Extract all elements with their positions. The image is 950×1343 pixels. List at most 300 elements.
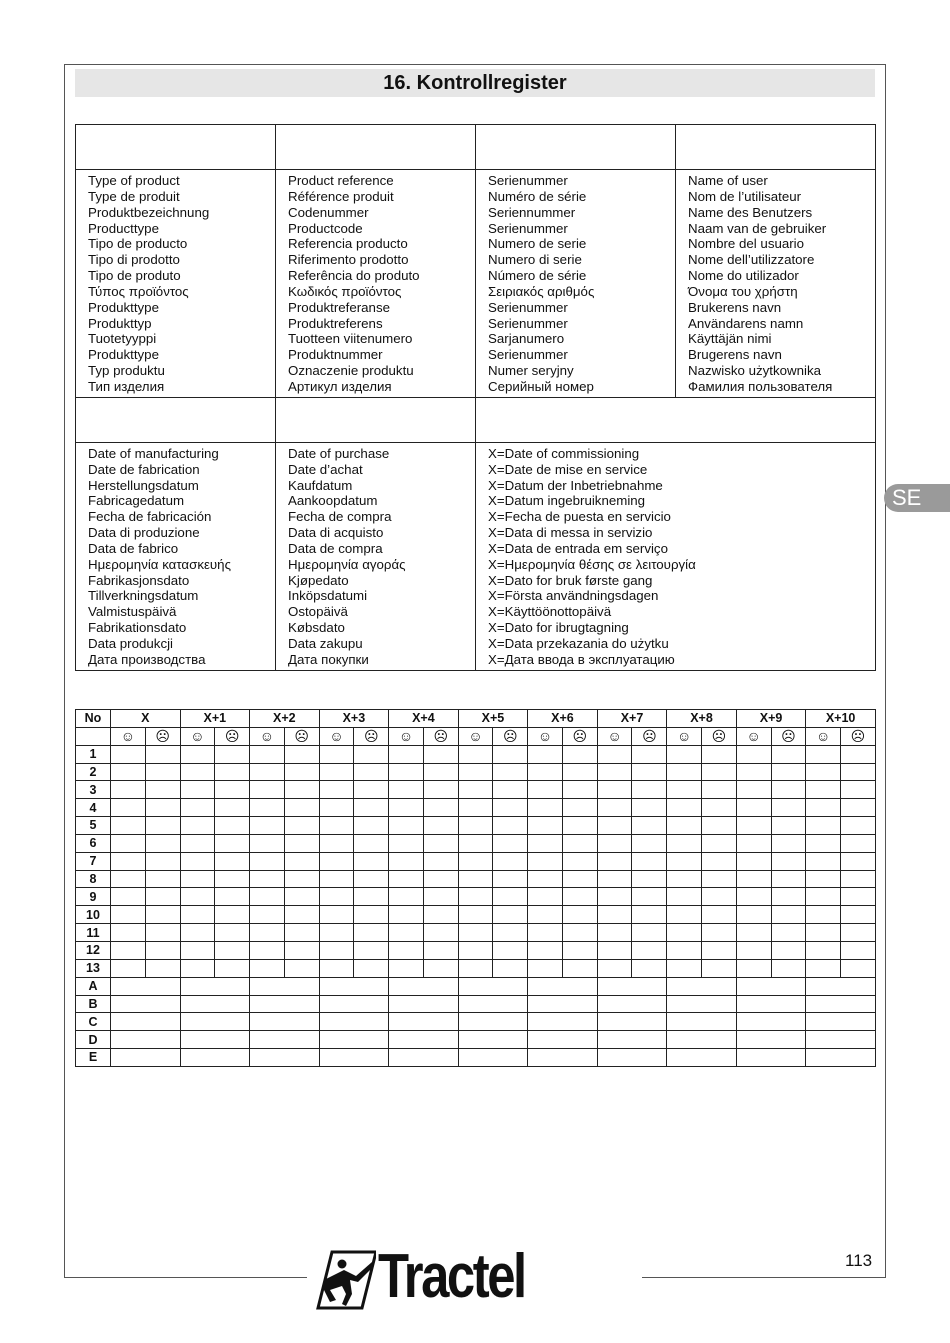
grid-cell[interactable] [841,745,876,763]
grid-cell[interactable] [806,977,876,995]
grid-cell[interactable] [145,906,180,924]
grid-cell[interactable] [771,888,806,906]
grid-cell[interactable] [389,977,459,995]
grid-cell[interactable] [319,977,389,995]
grid-cell[interactable] [180,870,215,888]
grid-cell[interactable] [458,834,493,852]
grid-cell[interactable] [493,924,528,942]
grid-cell[interactable] [667,870,702,888]
grid-cell[interactable] [389,799,424,817]
grid-cell[interactable] [528,763,563,781]
grid-cell[interactable] [736,888,771,906]
grid-cell[interactable] [145,763,180,781]
grid-cell[interactable] [562,834,597,852]
grid-cell[interactable] [597,745,632,763]
grid-cell[interactable] [145,924,180,942]
grid-cell[interactable] [841,888,876,906]
grid-cell[interactable] [354,799,389,817]
grid-cell[interactable] [702,870,737,888]
grid-cell[interactable] [736,834,771,852]
grid-cell[interactable] [319,870,354,888]
grid-cell[interactable] [771,834,806,852]
grid-cell[interactable] [841,959,876,977]
product-type-entry[interactable] [76,125,276,170]
grid-cell[interactable] [736,745,771,763]
grid-cell[interactable] [841,781,876,799]
grid-cell[interactable] [597,817,632,835]
grid-cell[interactable] [319,781,354,799]
grid-cell[interactable] [597,834,632,852]
grid-cell[interactable] [215,763,250,781]
grid-cell[interactable] [389,1031,459,1049]
grid-cell[interactable] [180,941,215,959]
grid-cell[interactable] [111,1013,181,1031]
grid-cell[interactable] [354,852,389,870]
grid-cell[interactable] [423,817,458,835]
manufacturing-date-entry[interactable] [76,397,276,442]
grid-cell[interactable] [562,888,597,906]
grid-cell[interactable] [458,799,493,817]
grid-cell[interactable] [632,888,667,906]
grid-cell[interactable] [354,888,389,906]
grid-cell[interactable] [841,763,876,781]
grid-cell[interactable] [111,959,146,977]
grid-cell[interactable] [493,799,528,817]
grid-cell[interactable] [597,1049,667,1067]
grid-cell[interactable] [528,941,563,959]
grid-cell[interactable] [562,924,597,942]
grid-cell[interactable] [632,924,667,942]
grid-cell[interactable] [389,781,424,799]
grid-cell[interactable] [250,941,285,959]
grid-cell[interactable] [389,906,424,924]
grid-cell[interactable] [458,977,528,995]
grid-cell[interactable] [528,834,563,852]
grid-cell[interactable] [458,781,493,799]
grid-cell[interactable] [841,906,876,924]
grid-cell[interactable] [667,941,702,959]
grid-cell[interactable] [389,834,424,852]
grid-cell[interactable] [736,995,806,1013]
grid-cell[interactable] [319,763,354,781]
grid-cell[interactable] [250,817,285,835]
grid-cell[interactable] [528,995,598,1013]
grid-cell[interactable] [528,852,563,870]
grid-cell[interactable] [250,888,285,906]
grid-cell[interactable] [145,870,180,888]
grid-cell[interactable] [111,799,146,817]
grid-cell[interactable] [806,1013,876,1031]
grid-cell[interactable] [354,941,389,959]
grid-cell[interactable] [215,941,250,959]
grid-cell[interactable] [736,1031,806,1049]
grid-cell[interactable] [458,941,493,959]
grid-cell[interactable] [319,834,354,852]
grid-cell[interactable] [250,1049,320,1067]
grid-cell[interactable] [667,959,702,977]
serial-number-entry[interactable] [476,125,676,170]
grid-cell[interactable] [736,763,771,781]
grid-cell[interactable] [111,941,146,959]
grid-cell[interactable] [702,924,737,942]
grid-cell[interactable] [702,906,737,924]
grid-cell[interactable] [736,959,771,977]
grid-cell[interactable] [145,834,180,852]
grid-cell[interactable] [528,799,563,817]
grid-cell[interactable] [389,763,424,781]
grid-cell[interactable] [284,888,319,906]
grid-cell[interactable] [702,941,737,959]
grid-cell[interactable] [354,924,389,942]
grid-cell[interactable] [702,745,737,763]
grid-cell[interactable] [562,817,597,835]
grid-cell[interactable] [597,941,632,959]
grid-cell[interactable] [493,941,528,959]
grid-cell[interactable] [528,1013,598,1031]
grid-cell[interactable] [771,959,806,977]
grid-cell[interactable] [250,852,285,870]
grid-cell[interactable] [111,1049,181,1067]
grid-cell[interactable] [528,1031,598,1049]
grid-cell[interactable] [493,781,528,799]
grid-cell[interactable] [284,852,319,870]
grid-cell[interactable] [702,852,737,870]
grid-cell[interactable] [632,906,667,924]
grid-cell[interactable] [667,834,702,852]
grid-cell[interactable] [597,906,632,924]
grid-cell[interactable] [493,870,528,888]
grid-cell[interactable] [702,817,737,835]
grid-cell[interactable] [145,941,180,959]
grid-cell[interactable] [180,995,250,1013]
grid-cell[interactable] [354,959,389,977]
grid-cell[interactable] [562,959,597,977]
grid-cell[interactable] [528,959,563,977]
grid-cell[interactable] [423,852,458,870]
grid-cell[interactable] [736,781,771,799]
grid-cell[interactable] [771,924,806,942]
grid-cell[interactable] [562,781,597,799]
grid-cell[interactable] [423,941,458,959]
grid-cell[interactable] [806,745,841,763]
grid-cell[interactable] [458,745,493,763]
grid-cell[interactable] [180,852,215,870]
grid-cell[interactable] [806,781,841,799]
grid-cell[interactable] [632,799,667,817]
grid-cell[interactable] [667,888,702,906]
grid-cell[interactable] [145,799,180,817]
grid-cell[interactable] [215,817,250,835]
grid-cell[interactable] [111,817,146,835]
grid-cell[interactable] [423,870,458,888]
grid-cell[interactable] [458,817,493,835]
grid-cell[interactable] [389,941,424,959]
grid-cell[interactable] [423,763,458,781]
grid-cell[interactable] [111,870,146,888]
grid-cell[interactable] [771,745,806,763]
grid-cell[interactable] [597,1013,667,1031]
grid-cell[interactable] [180,1031,250,1049]
grid-cell[interactable] [215,745,250,763]
grid-cell[interactable] [458,763,493,781]
grid-cell[interactable] [458,1049,528,1067]
grid-cell[interactable] [493,959,528,977]
commissioning-date-entry[interactable] [476,397,876,442]
grid-cell[interactable] [215,834,250,852]
grid-cell[interactable] [250,870,285,888]
grid-cell[interactable] [250,924,285,942]
grid-cell[interactable] [841,817,876,835]
grid-cell[interactable] [111,924,146,942]
grid-cell[interactable] [111,834,146,852]
grid-cell[interactable] [284,763,319,781]
grid-cell[interactable] [458,1031,528,1049]
grid-cell[interactable] [632,941,667,959]
grid-cell[interactable] [319,906,354,924]
grid-cell[interactable] [354,745,389,763]
grid-cell[interactable] [841,870,876,888]
grid-cell[interactable] [528,977,598,995]
grid-cell[interactable] [180,906,215,924]
grid-cell[interactable] [215,781,250,799]
grid-cell[interactable] [145,959,180,977]
grid-cell[interactable] [806,924,841,942]
grid-cell[interactable] [841,924,876,942]
purchase-date-entry[interactable] [276,397,476,442]
grid-cell[interactable] [841,852,876,870]
grid-cell[interactable] [667,852,702,870]
grid-cell[interactable] [597,924,632,942]
grid-cell[interactable] [319,745,354,763]
grid-cell[interactable] [319,799,354,817]
grid-cell[interactable] [702,959,737,977]
grid-cell[interactable] [632,745,667,763]
grid-cell[interactable] [771,906,806,924]
grid-cell[interactable] [667,745,702,763]
grid-cell[interactable] [389,817,424,835]
grid-cell[interactable] [806,888,841,906]
grid-cell[interactable] [458,852,493,870]
grid-cell[interactable] [284,781,319,799]
grid-cell[interactable] [284,941,319,959]
grid-cell[interactable] [215,870,250,888]
grid-cell[interactable] [284,817,319,835]
grid-cell[interactable] [145,852,180,870]
grid-cell[interactable] [667,1049,737,1067]
grid-cell[interactable] [702,781,737,799]
grid-cell[interactable] [111,852,146,870]
grid-cell[interactable] [423,888,458,906]
grid-cell[interactable] [215,906,250,924]
grid-cell[interactable] [423,959,458,977]
grid-cell[interactable] [806,941,841,959]
grid-cell[interactable] [319,959,354,977]
grid-cell[interactable] [736,799,771,817]
grid-cell[interactable] [111,745,146,763]
grid-cell[interactable] [319,941,354,959]
grid-cell[interactable] [389,852,424,870]
grid-cell[interactable] [111,781,146,799]
grid-cell[interactable] [319,1031,389,1049]
grid-cell[interactable] [180,799,215,817]
grid-cell[interactable] [250,906,285,924]
grid-cell[interactable] [111,977,181,995]
grid-cell[interactable] [632,852,667,870]
grid-cell[interactable] [180,781,215,799]
grid-cell[interactable] [667,781,702,799]
grid-cell[interactable] [423,924,458,942]
grid-cell[interactable] [250,745,285,763]
grid-cell[interactable] [423,799,458,817]
grid-cell[interactable] [250,959,285,977]
grid-cell[interactable] [389,870,424,888]
grid-cell[interactable] [180,745,215,763]
grid-cell[interactable] [667,817,702,835]
grid-cell[interactable] [458,888,493,906]
grid-cell[interactable] [562,906,597,924]
grid-cell[interactable] [458,870,493,888]
grid-cell[interactable] [597,995,667,1013]
grid-cell[interactable] [215,799,250,817]
grid-cell[interactable] [771,852,806,870]
grid-cell[interactable] [771,941,806,959]
grid-cell[interactable] [597,1031,667,1049]
grid-cell[interactable] [632,781,667,799]
grid-cell[interactable] [215,924,250,942]
grid-cell[interactable] [389,1049,459,1067]
grid-cell[interactable] [667,924,702,942]
grid-cell[interactable] [423,906,458,924]
grid-cell[interactable] [389,888,424,906]
grid-cell[interactable] [458,924,493,942]
grid-cell[interactable] [841,799,876,817]
grid-cell[interactable] [597,870,632,888]
grid-cell[interactable] [319,995,389,1013]
grid-cell[interactable] [841,834,876,852]
grid-cell[interactable] [597,799,632,817]
grid-cell[interactable] [736,941,771,959]
grid-cell[interactable] [528,745,563,763]
grid-cell[interactable] [528,1049,598,1067]
grid-cell[interactable] [667,1031,737,1049]
grid-cell[interactable] [354,763,389,781]
grid-cell[interactable] [111,906,146,924]
grid-cell[interactable] [667,799,702,817]
user-name-entry[interactable] [676,125,876,170]
grid-cell[interactable] [562,941,597,959]
grid-cell[interactable] [736,1049,806,1067]
grid-cell[interactable] [284,924,319,942]
grid-cell[interactable] [284,906,319,924]
grid-cell[interactable] [354,781,389,799]
grid-cell[interactable] [423,781,458,799]
grid-cell[interactable] [736,1013,806,1031]
grid-cell[interactable] [458,906,493,924]
grid-cell[interactable] [180,817,215,835]
grid-cell[interactable] [180,834,215,852]
grid-cell[interactable] [284,799,319,817]
grid-cell[interactable] [632,834,667,852]
grid-cell[interactable] [597,888,632,906]
grid-cell[interactable] [632,959,667,977]
grid-cell[interactable] [354,834,389,852]
grid-cell[interactable] [250,799,285,817]
grid-cell[interactable] [632,870,667,888]
grid-cell[interactable] [806,834,841,852]
grid-cell[interactable] [562,763,597,781]
grid-cell[interactable] [389,924,424,942]
grid-cell[interactable] [562,799,597,817]
grid-cell[interactable] [493,888,528,906]
grid-cell[interactable] [493,852,528,870]
grid-cell[interactable] [562,852,597,870]
grid-cell[interactable] [493,745,528,763]
grid-cell[interactable] [354,870,389,888]
grid-cell[interactable] [284,959,319,977]
grid-cell[interactable] [145,888,180,906]
grid-cell[interactable] [284,834,319,852]
grid-cell[interactable] [597,852,632,870]
grid-cell[interactable] [111,888,146,906]
grid-cell[interactable] [597,763,632,781]
grid-cell[interactable] [841,941,876,959]
grid-cell[interactable] [319,888,354,906]
grid-cell[interactable] [806,763,841,781]
grid-cell[interactable] [702,834,737,852]
grid-cell[interactable] [806,959,841,977]
grid-cell[interactable] [319,817,354,835]
grid-cell[interactable] [319,1013,389,1031]
grid-cell[interactable] [215,852,250,870]
grid-cell[interactable] [736,852,771,870]
grid-cell[interactable] [250,781,285,799]
grid-cell[interactable] [667,1013,737,1031]
grid-cell[interactable] [562,870,597,888]
grid-cell[interactable] [528,888,563,906]
grid-cell[interactable] [250,763,285,781]
grid-cell[interactable] [250,1031,320,1049]
grid-cell[interactable] [771,763,806,781]
grid-cell[interactable] [632,817,667,835]
grid-cell[interactable] [806,995,876,1013]
grid-cell[interactable] [319,1049,389,1067]
grid-cell[interactable] [806,852,841,870]
grid-cell[interactable] [389,995,459,1013]
grid-cell[interactable] [528,924,563,942]
grid-cell[interactable] [180,924,215,942]
grid-cell[interactable] [493,817,528,835]
grid-cell[interactable] [667,906,702,924]
grid-cell[interactable] [528,817,563,835]
grid-cell[interactable] [458,1013,528,1031]
grid-cell[interactable] [423,745,458,763]
grid-cell[interactable] [528,906,563,924]
grid-cell[interactable] [771,799,806,817]
grid-cell[interactable] [389,1013,459,1031]
grid-cell[interactable] [458,959,493,977]
grid-cell[interactable] [806,799,841,817]
grid-cell[interactable] [458,995,528,1013]
grid-cell[interactable] [389,745,424,763]
grid-cell[interactable] [493,763,528,781]
grid-cell[interactable] [111,995,181,1013]
grid-cell[interactable] [250,834,285,852]
grid-cell[interactable] [145,781,180,799]
grid-cell[interactable] [806,1031,876,1049]
grid-cell[interactable] [354,817,389,835]
grid-cell[interactable] [284,745,319,763]
grid-cell[interactable] [667,995,737,1013]
